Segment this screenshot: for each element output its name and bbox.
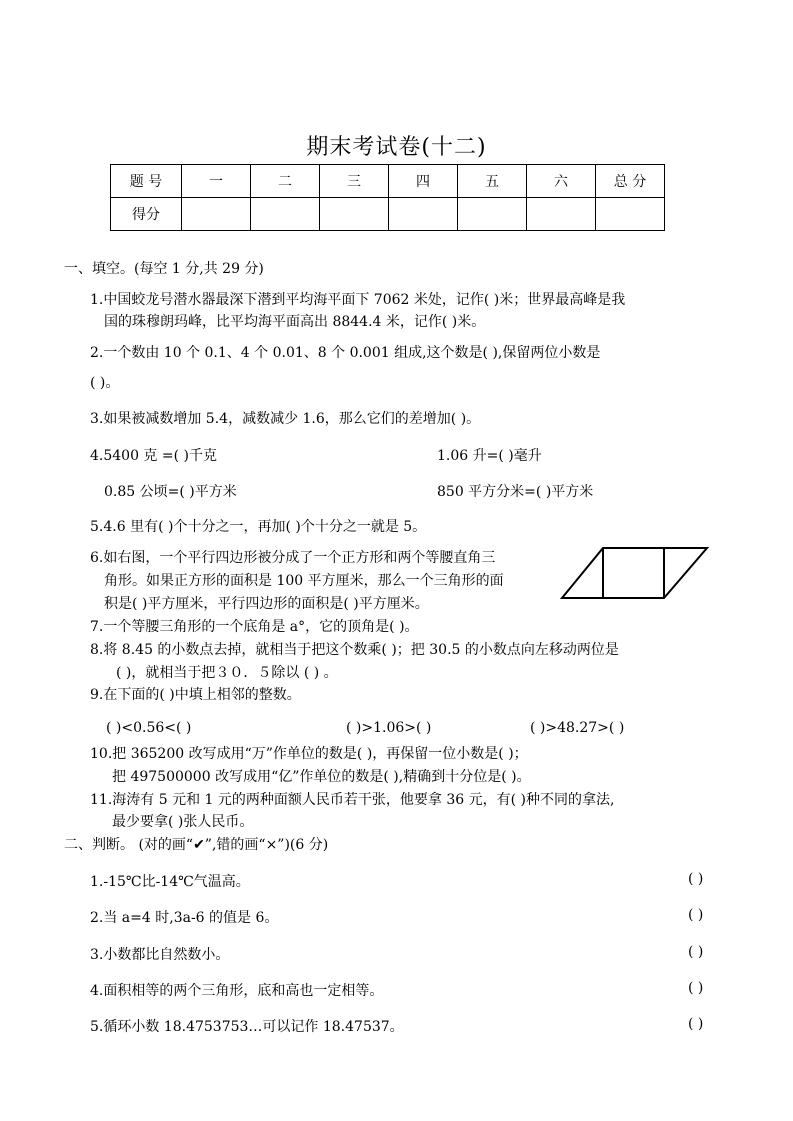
score-table-header-cell: 总 分 [596,165,665,198]
question-6-line1: 6.如右图，一个平行四边形被分成了一个正方形和两个等腰直角三 [90,550,496,566]
judge-answer-1[interactable]: ( ) [688,871,704,887]
question-2-line2: ( )。 [90,375,120,391]
question-9: 9.在下面的( )中填上相邻的整数。 [90,687,301,703]
question-11-line1: 11.海涛有 5 元和 1 元的两种面额人民币若干张，他要拿 36 元，有( )种不同的拿法, [90,792,615,808]
question-6-line3: 积是( )平方厘米，平行四边形的面积是( )平方厘米。 [104,596,429,612]
section2-heading: 二、判断。 (对的画“✔”,错的画“×”)(6 分) [64,837,329,853]
score-table-header-cell: 三 [320,165,389,198]
question-10-line1: 10.把 365200 改写成用“万”作单位的数是( )，再保留一位小数是( )； [90,746,528,762]
question-4a: 4.5400 克 =( )千克 [90,448,217,464]
score-table-score-row [111,198,665,231]
question-5: 5.4.6 里有( )个十分之一，再加( )个十分之一就是 5。 [90,519,427,535]
question-10-line2: 把 497500000 改写成用“亿”作单位的数是( ),精确到十分位是( )。 [112,769,531,785]
score-table-header-row [111,165,665,198]
score-table-header-cell: 五 [458,165,527,198]
question-4d: 850 平方分米=( )平方米 [437,484,594,500]
question-9a: ( )<0.56<( ) [106,720,192,736]
question-6-line2: 角形。如果正方形的面积是 100 平方厘米，那么一个三角形的面 [104,573,504,589]
question-1-line2: 国的珠穆朗玛峰，比平均海平面高出 8844.4 米，记作( )米。 [104,314,486,330]
judge-item-3: 3.小数都比自然数小。 [90,947,230,963]
question-9c: ( )>48.27>( ) [530,720,625,736]
page-title: 期末考试卷(十二) [306,135,487,160]
section1-heading: 一、填空。(每空 1 分,共 29 分) [64,261,264,277]
judge-item-2: 2.当 a=4 时,3a-6 的值是 6。 [90,910,279,926]
question-4b: 1.06 升=( )毫升 [437,448,542,464]
score-table-header-cell: 一 [182,165,251,198]
question-4c: 0.85 公顷=( )平方米 [104,484,237,500]
judge-answer-4[interactable]: ( ) [688,980,704,996]
judge-item-5: 5.循环小数 18.4753753…可以记作 18.47537。 [90,1019,404,1035]
judge-answer-3[interactable]: ( ) [688,944,704,960]
score-row-label: 得分 [111,198,182,231]
score-table [110,164,665,231]
question-8-line1: 8.将 8.45 的小数点去掉，就相当于把这个数乘( )；把 30.5 的小数点向左移动两位是 [90,642,619,658]
parallelogram-figure [560,545,710,601]
score-table-header-cell: 题 号 [111,165,182,198]
score-cell[interactable] [251,198,320,231]
score-cell[interactable] [458,198,527,231]
score-table-header-cell: 四 [389,165,458,198]
question-11-line2: 最少要拿( )张人民币。 [112,814,254,830]
question-9b: ( )>1.06>( ) [346,720,432,736]
score-cell[interactable] [182,198,251,231]
question-8-line2: ( )，就相当于把３０．５除以 ( ) 。 [116,665,338,681]
score-cell[interactable] [596,198,665,231]
question-3: 3.如果被减数增加 5.4，减数减少 1.6，那么它们的差增加( )。 [90,411,481,427]
judge-item-1: 1.-15℃比-14℃气温高。 [90,874,250,890]
judge-answer-2[interactable]: ( ) [688,907,704,923]
question-7: 7.一个等腰三角形的一个底角是 a°，它的顶角是( )。 [90,619,419,635]
judge-answer-5[interactable]: ( ) [688,1016,704,1032]
question-2-line1: 2.一个数由 10 个 0.1、4 个 0.01、8 个 0.001 组成,这个数是( ),保留两位小数是 [90,345,601,361]
score-cell[interactable] [527,198,596,231]
question-1-line1: 1.中国蛟龙号潜水器最深下潜到平均海平面下 7062 米处，记作( )米；世界最高峰是我 [90,292,626,308]
score-table-header-cell: 二 [251,165,320,198]
score-cell[interactable] [389,198,458,231]
judge-item-4: 4.面积相等的两个三角形，底和高也一定相等。 [90,983,384,999]
score-table-header-cell: 六 [527,165,596,198]
score-cell[interactable] [320,198,389,231]
